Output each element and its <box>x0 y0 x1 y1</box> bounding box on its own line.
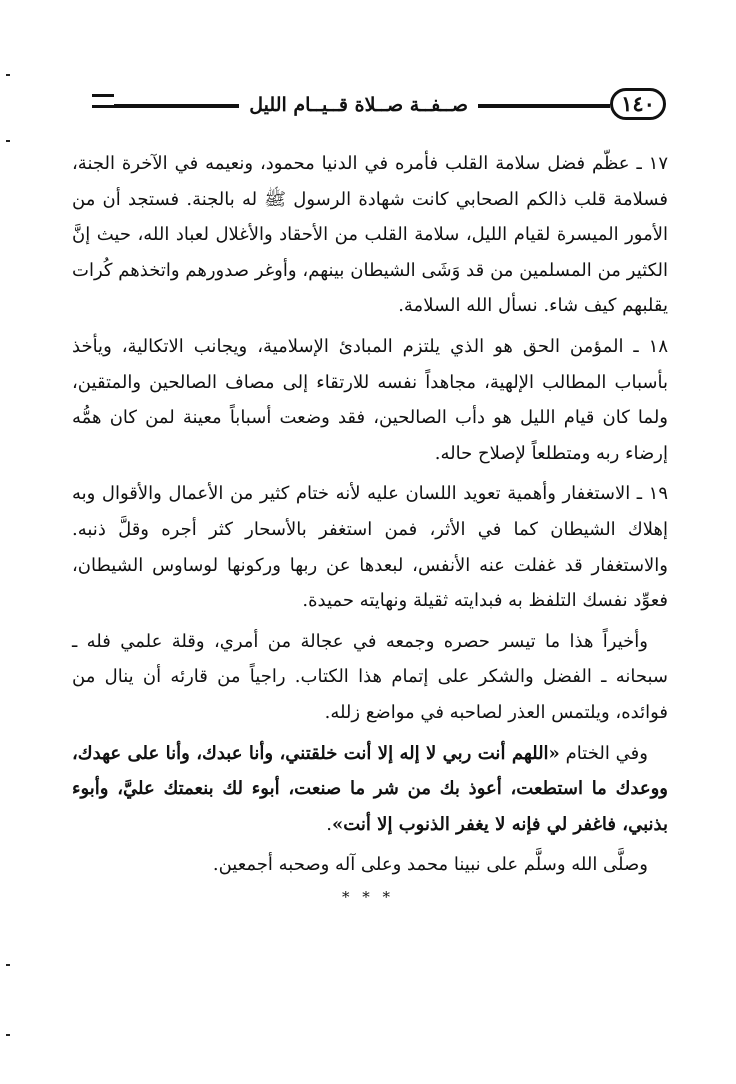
section-separator: * * * <box>341 888 395 906</box>
page-body <box>72 146 668 888</box>
margin-mark <box>6 74 10 76</box>
margin-mark <box>6 964 10 966</box>
salutation: وصلَّى الله وسلَّم على نبينا محمد وعلى آله وصحبه أجمعين. <box>212 854 648 876</box>
paragraph-19: ١٩ ـ الاستغفار وأهمية تعويد اللسان عليه لأنه ختام كثير من الأعمال والأقوال وبه إهلاك الشيطان كما في الأثر، فمن استغفر بالأسحار كثر أجره وقلَّ ذنبه. والاستغفار قد غفلت عنه الأنفس، لبعدها عن ربها وركونها لوساوس الشيطان، فعوِّد نفسك التلفظ به فبدايته ثقيلة ونهايته حميدة. <box>72 483 668 612</box>
margin-mark <box>6 140 10 142</box>
page-number: ١٤٠ <box>610 88 666 120</box>
paragraph-18: ١٨ ـ المؤمن الحق هو الذي يلتزم المبادئ الإسلامية، ويجانب الاتكالية، ويأخذ بأسباب المطالب الإلهية، مجاهداً نفسه للارتقاء إلى مصاف الصالحين والمتقين، ولما كان قيام الليل هو دأب الصالحين، فقد وضعت أسباباً معينة لمن كان همُّه إرضاء ربه ومتطلعاً لإصلاح حاله. <box>72 335 668 464</box>
page-header <box>92 88 666 124</box>
margin-mark <box>6 1034 10 1036</box>
closing-dua: «اللهم أنت ربي لا إله إلا أنت خلقتني، وأنا عبدك، وأنا على عهدك، ووعدك ما استطعت، أعوذ بك من شر ما صنعت، أبوء لك بنعمتك عليَّ، وأبوء بذنبي، فاغفر لي فإنه لا يغفر الذنوب إلا أنت» <box>72 742 668 835</box>
closing-paragraph <box>72 736 668 843</box>
header-ornament <box>92 94 114 108</box>
paragraph-17: ١٧ ـ عظّم فضل سلامة القلب فأمره في الدنيا محمود، ونعيمه في الآخرة الجنة، فسلامة قلب ذالكم الصحابي كانت شهادة الرسول ﷺ له بالجنة. فستجد أن من الأمور الميسرة لقيام الليل، سلامة القلب من الأحقاد والأغلال لعباد الله، حيث إنَّ الكثير من المسلمين من قد وَشَى الشيطان بينهم، وأوغر صدورهم واتخذهم كُرات يقلبهم كيف شاء. نسأل الله السلامة. <box>72 153 668 317</box>
closing-end: . <box>326 813 332 835</box>
paragraph-final: وأخيراً هذا ما تيسر حصره وجمعه في عجالة من أمري، وقلة علمي فله ـ سبحانه ـ الفضل والشكر على إتمام هذا الكتاب. راجياً من قارئه أن ينال من فوائده، ويلتمس العذر لصاحبه في مواضع زلله. <box>72 630 668 723</box>
header-title: صــفــة صــلاة قــيــام الليل <box>239 88 478 122</box>
closing-intro: وفي الختام <box>559 742 648 764</box>
